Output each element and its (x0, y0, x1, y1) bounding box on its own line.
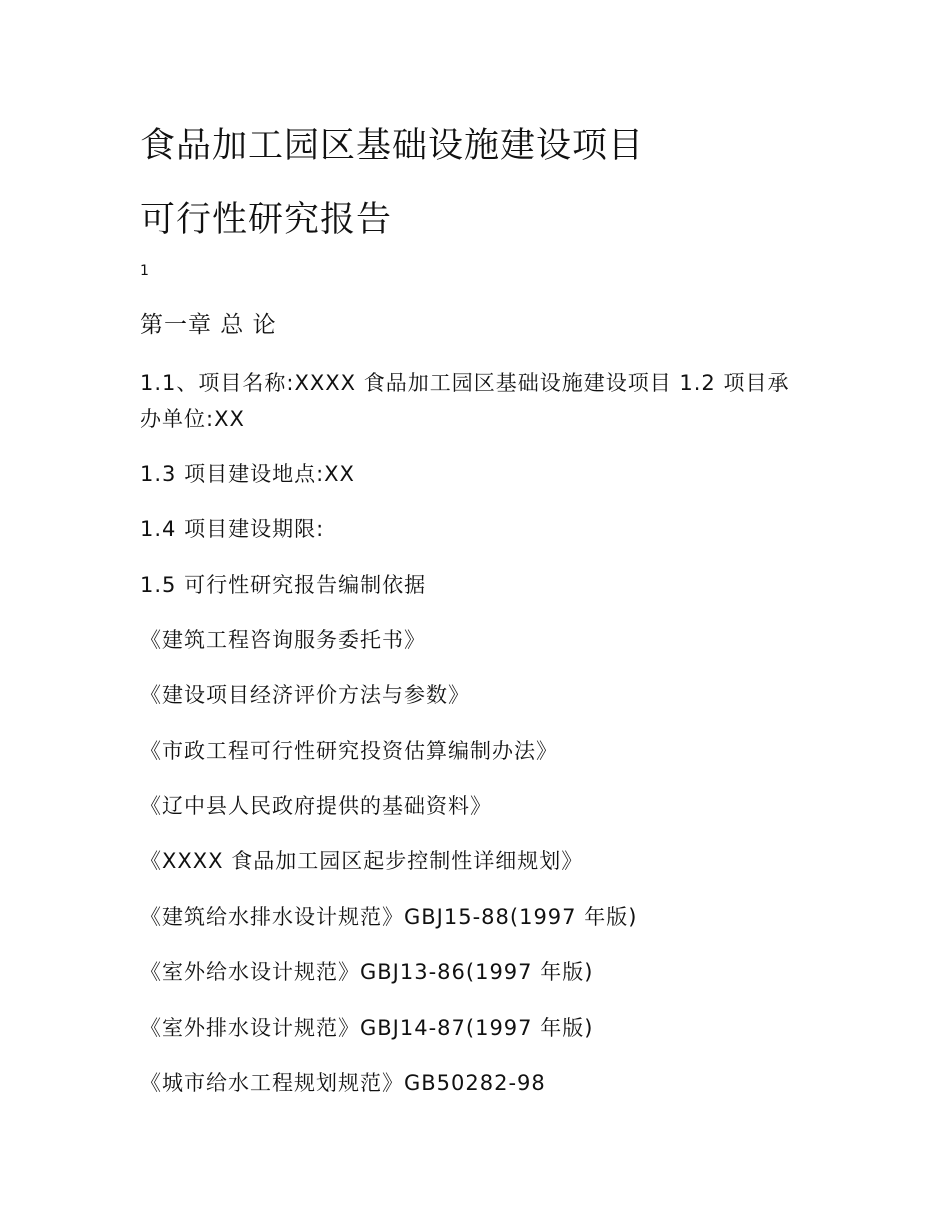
reference-item: 《室外给水设计规范》GBJ13-86(1997 年版) (140, 960, 594, 984)
section-project-period: 1.4 项目建设期限: (140, 517, 325, 541)
page-number: 1 (140, 263, 149, 279)
section-basis-heading: 1.5 可行性研究报告编制依据 (140, 573, 427, 597)
section-project-location: 1.3 项目建设地点:XX (140, 462, 355, 486)
reference-item: 《建筑工程咨询服务委托书》 (140, 628, 426, 652)
section-project-name: 1.1、项目名称:XXXX 食品加工园区基础设施建设项目 1.2 项目承办单位:XX (140, 371, 790, 431)
reference-item: 《建设项目经济评价方法与参数》 (140, 683, 470, 707)
reference-item: 《XXXX 食品加工园区起步控制性详细规划》 (140, 849, 584, 873)
chapter-heading: 第一章 总 论 (140, 312, 277, 338)
document-title-line-1: 食品加工园区基础设施建设项目 (140, 126, 645, 166)
reference-item: 《城市给水工程规划规范》GB50282-98 (140, 1071, 546, 1095)
document-title-line-2: 可行性研究报告 (140, 200, 393, 240)
reference-item: 《辽中县人民政府提供的基础资料》 (140, 794, 492, 818)
reference-item: 《建筑给水排水设计规范》GBJ15-88(1997 年版) (140, 905, 638, 929)
reference-item: 《市政工程可行性研究投资估算编制办法》 (140, 739, 558, 763)
reference-item: 《室外排水设计规范》GBJ14-87(1997 年版) (140, 1016, 594, 1040)
